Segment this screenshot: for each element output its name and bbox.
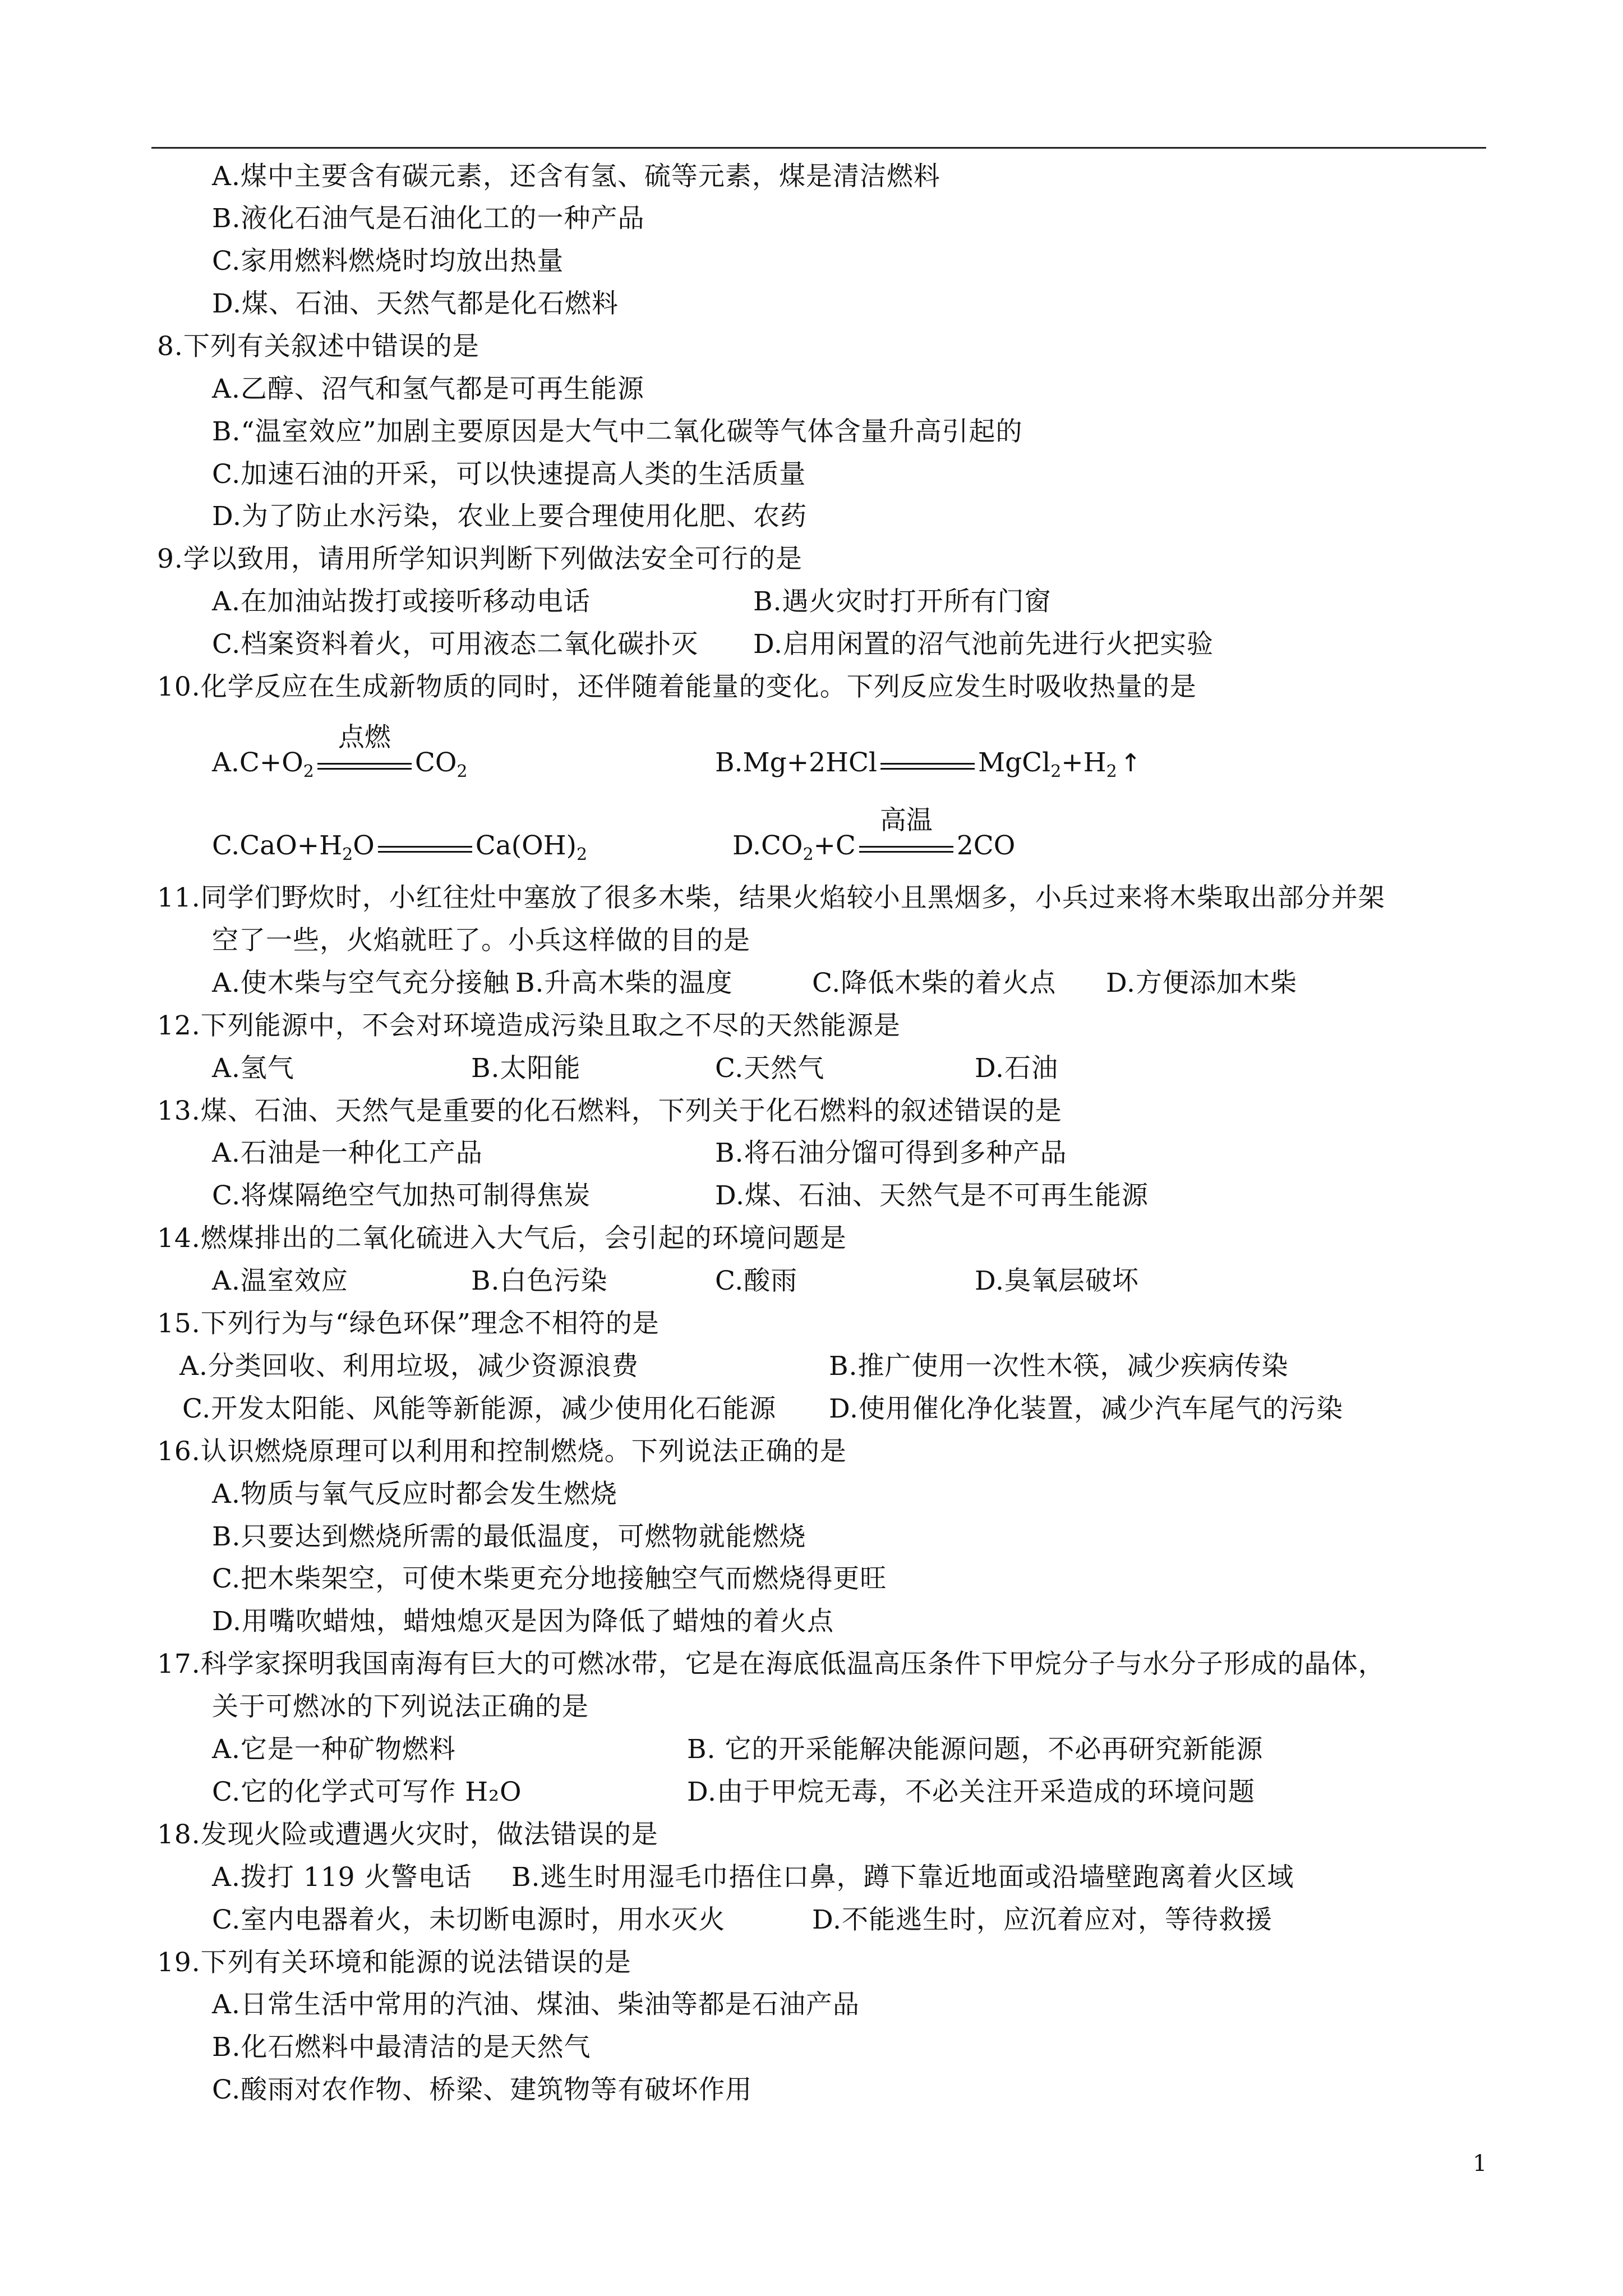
text-line: 10.化学反应在生成新物质的同时，还伴随着能量的变化。下列反应发生时吸收热量的是 xyxy=(157,671,1197,702)
text-line: 11.同学们野炊时，小红往灶中塞放了很多木柴，结果火焰较小且黑烟多，小兵过来将木柴取出部分并架 xyxy=(157,882,1385,913)
text-line: A.温室效应 xyxy=(212,1266,348,1296)
equation-d: $D.CO_2+C$ 高温 2CO xyxy=(732,805,1016,864)
text-line: 17.科学家探明我国南海有巨大的可燃冰带，它是在海底低温高压条件下甲烷分子与水分子形成的晶体， xyxy=(157,1649,1385,1680)
text-line: 14.燃煤排出的二氧化硫进入大气后，会引起的环境问题是 xyxy=(157,1223,847,1254)
text-line: 8.下列有关叙述中错误的是 xyxy=(157,331,479,362)
equation-b-label: B. xyxy=(715,747,743,778)
text-line: A.煤中主要含有碳元素，还含有氢、硫等元素，煤是清洁燃料 xyxy=(212,161,940,192)
text-line: D.用嘴吹蜡烛，蜡烛熄灭是因为降低了蜡烛的着火点 xyxy=(212,1606,834,1637)
text-line: A.在加油站拨打或接听移动电话 xyxy=(212,586,591,617)
reaction-condition-arrow: 高温 xyxy=(857,829,956,863)
reaction-equals-sign xyxy=(376,829,474,863)
text-line: A.石油是一种化工产品 xyxy=(212,1138,483,1168)
equation-b: B.Mg+2HCl $MgCl_2+H_2$ ↑ xyxy=(715,747,1141,781)
text-line: 9.学以致用，请用所学知识判断下列做法安全可行的是 xyxy=(157,544,803,574)
text-line: C.降低木柴的着火点 xyxy=(812,968,1057,999)
text-line: C.把木柴架空，可使木柴更充分地接触空气而燃烧得更旺 xyxy=(212,1563,887,1594)
text-line: 13.煤、石油、天然气是重要的化石燃料，下列关于化石燃料的叙述错误的是 xyxy=(157,1096,1062,1126)
text-line: B.“温室效应”加剧主要原因是大气中二氧化碳等气体含量升高引起的 xyxy=(212,416,1023,447)
text-line: B.白色污染 xyxy=(471,1266,608,1296)
text-line: C.加速石油的开采，可以快速提高人类的生活质量 xyxy=(212,459,806,490)
text-line: 18.发现火险或遭遇火灾时，做法错误的是 xyxy=(157,1819,658,1850)
text-line: C.将煤隔绝空气加热可制得焦炭 xyxy=(212,1180,591,1211)
equation-a: $A.C+O_2$ 点燃 $CO_2$ xyxy=(212,722,468,781)
text-line: D.方便添加木柴 xyxy=(1106,968,1297,999)
text-line: A.使木柴与空气充分接触 xyxy=(212,968,510,999)
text-line: B.将石油分馏可得到多种产品 xyxy=(715,1138,1067,1168)
text-line: D.煤、石油、天然气都是化石燃料 xyxy=(212,288,619,319)
text-line: C.档案资料着火，可用液态二氧化碳扑灭 xyxy=(212,629,699,660)
text-line: B.推广使用一次性木筷，减少疾病传染 xyxy=(829,1351,1289,1382)
text-line: C.它的化学式可写作 H₂O xyxy=(212,1777,522,1807)
text-line: C.开发太阳能、风能等新能源，减少使用化石能源 xyxy=(182,1393,777,1424)
text-line: 空了一些，火焰就旺了。小兵这样做的目的是 xyxy=(212,925,750,956)
text-line: C.室内电器着火，未切断电源时，用水灭火 xyxy=(212,1904,726,1935)
text-line: 19.下列有关环境和能源的说法错误的是 xyxy=(157,1947,631,1978)
text-line: A.它是一种矿物燃料 xyxy=(212,1734,456,1765)
text-line: 12.下列能源中，不会对环境造成污染且取之不尽的天然能源是 xyxy=(157,1010,901,1041)
equation-c-label: C. xyxy=(212,830,240,861)
text-line: C.酸雨对农作物、桥梁、建筑物等有破坏作用 xyxy=(212,2074,753,2105)
text-line: A.氢气 xyxy=(212,1053,294,1084)
header-rule xyxy=(151,147,1486,149)
text-line: 16.认识燃烧原理可以利用和控制燃烧。下列说法正确的是 xyxy=(157,1436,847,1467)
text-line: A.日常生活中常用的汽油、煤油、柴油等都是石油产品 xyxy=(212,1989,860,2020)
text-line: 15.下列行为与“绿色环保”理念不相符的是 xyxy=(157,1308,660,1339)
text-line: D.为了防止水污染，农业上要合理使用化肥、农药 xyxy=(212,501,807,532)
reaction-condition-arrow: 点燃 xyxy=(315,746,414,780)
text-line: D.启用闲置的沼气池前先进行火把实验 xyxy=(753,629,1214,660)
text-line: B.遇火灾时打开所有门窗 xyxy=(753,586,1052,617)
equation-c: $C.CaO+H_2O$ $Ca(OH)_2$ xyxy=(212,830,588,864)
text-line: B.液化石油气是石油化工的一种产品 xyxy=(212,203,645,234)
text-line: A.拨打 119 火警电话 xyxy=(212,1862,472,1893)
text-line: D.煤、石油、天然气是不可再生能源 xyxy=(715,1180,1149,1211)
text-line: A.物质与氧气反应时都会发生燃烧 xyxy=(212,1479,617,1510)
text-line: D.使用催化净化装置，减少汽车尾气的污染 xyxy=(829,1393,1343,1424)
text-line: B.化石燃料中最清洁的是天然气 xyxy=(212,2032,591,2063)
text-line: B.逃生时用湿毛巾捂住口鼻，蹲下靠近地面或沿墙壁跑离着火区域 xyxy=(511,1862,1294,1893)
text-line: 关于可燃冰的下列说法正确的是 xyxy=(212,1691,589,1722)
text-line: A.分类回收、利用垃圾，减少资源浪费 xyxy=(179,1351,639,1382)
page-number: 1 xyxy=(1473,2151,1487,2177)
text-line: B. 它的开采能解决能源问题，不必再研究新能源 xyxy=(687,1734,1264,1765)
gas-arrow-icon: ↑ xyxy=(1120,749,1141,777)
text-line: C.家用燃料燃烧时均放出热量 xyxy=(212,246,564,277)
text-line: D.石油 xyxy=(975,1053,1058,1084)
text-line: D.臭氧层破坏 xyxy=(975,1266,1139,1296)
equation-a-label: A. xyxy=(212,747,239,778)
text-line: B.太阳能 xyxy=(471,1053,581,1084)
text-line: D.不能逃生时，应沉着应对，等待救援 xyxy=(812,1904,1272,1935)
equation-d-label: D. xyxy=(732,830,761,861)
text-line: B.只要达到燃烧所需的最低温度，可燃物就能燃烧 xyxy=(212,1521,806,1552)
text-line: C.酸雨 xyxy=(715,1266,798,1296)
text-line: C.天然气 xyxy=(715,1053,825,1084)
reaction-equals-sign xyxy=(878,746,977,780)
text-line: D.由于甲烷无毒，不必关注开采造成的环境问题 xyxy=(687,1777,1255,1807)
text-line: A.乙醇、沼气和氢气都是可再生能源 xyxy=(212,374,644,404)
text-line: B.升高木柴的温度 xyxy=(515,968,733,999)
